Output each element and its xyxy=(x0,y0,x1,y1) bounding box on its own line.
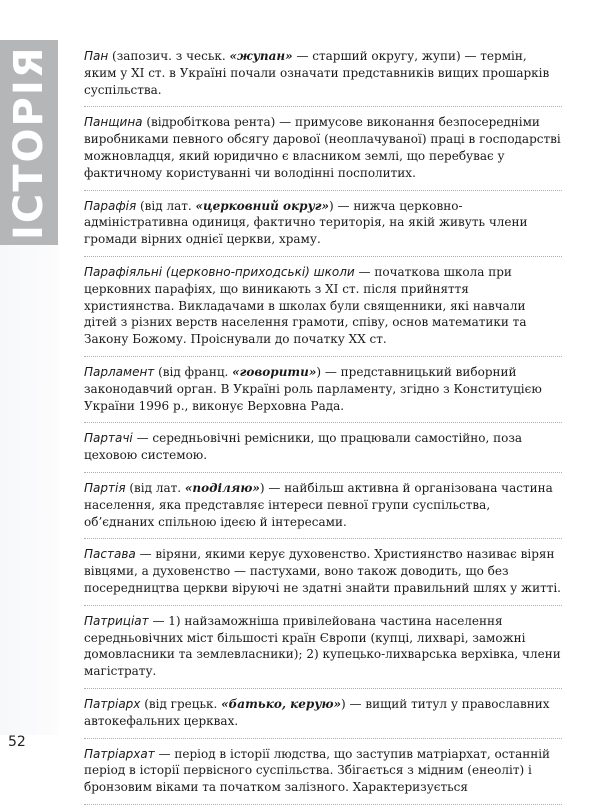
glossary-term: Партія xyxy=(84,480,126,495)
entry-text: — віряни, якими керує духовенство. Християнство називає вірян вівцями, а духовенство — пастухами, воно також доводить, що без посередництва церкви віруючі не здатні знайти правильний шлях у житті. xyxy=(84,547,561,595)
entry-text: (запозич. з чеськ. xyxy=(108,49,230,63)
glossary-entry xyxy=(84,198,562,250)
glossary-entry xyxy=(84,364,562,416)
section-title: ІСТОРІЯ xyxy=(6,45,52,241)
entry-text: (від грецьк. xyxy=(140,696,222,711)
entry-text: — 1) найзаможніша привілейована частина населення середньовічних міст більшості країн Європи (купці, лихварі, заможні домовласники та землевласники); 2) купецько-лихварська верхівка, члени магістрату. xyxy=(84,613,561,679)
entry-gloss: «поділяю» xyxy=(184,480,260,495)
glossary-entry xyxy=(84,114,562,183)
entry-gloss: «церковний округ» xyxy=(195,198,330,213)
entry-text: — період в історії людства, що заступив матріархат, останній період в історії первісного суспільства. Збігається з мідним (енеоліт) і бронзовим віками та початком залізного. Характеризується xyxy=(84,746,551,795)
glossary-term: Пастава xyxy=(84,547,136,562)
entry-text: ) — представницький виборний законодавчий орган. В Україні роль парламенту, згідно з Конституцією України 1996 р., виконує Верховна Рада. xyxy=(84,364,542,413)
entry-text: ) — вищий титул у православних автокефальних церквах. xyxy=(84,696,550,728)
entry-text: — початкова школа при церковних парафіях, що виникають з XI ст. після прийняття християнства. Викладачами в школах були священники, які навчали дітей з різних верств населення грамоти, співу, основ математики та Закону Божому. Проіснували до початку XX ст. xyxy=(84,264,527,347)
glossary-entry xyxy=(84,264,562,350)
glossary-term: Панщина xyxy=(84,115,143,130)
margin-strip xyxy=(0,245,58,735)
glossary-entry xyxy=(84,480,562,532)
entry-text: (відробіткова рента) — примусове виконання безпосередніми виробниками певного обсягу дарової (неоплачуваної) праці в господарстві можновладця, який юридично є власником землі, що перебуває у фактичному користуванні чи володінні посполитих. xyxy=(84,115,561,180)
entry-gloss: «говорити» xyxy=(232,364,317,379)
entry-gloss: «жупан» xyxy=(229,49,293,63)
entry-text: (від лат. xyxy=(136,198,196,213)
glossary-entry xyxy=(84,613,562,682)
entry-text: ) — нижча церковно-адміністративна одиниця, фактично територія, на якій живуть члени громади вірних однієї церкви, храму. xyxy=(84,198,528,247)
entry-text: (від франц. xyxy=(154,364,233,379)
glossary-term: Патріарх xyxy=(84,696,141,711)
entry-text: ) — найбільш активна й організована частина населення, яка представляє інтереси певної групи суспільства, об’єднаних спільною ідеєю й інтересами. xyxy=(84,480,553,529)
glossary-term: Патриціат xyxy=(84,613,149,628)
glossary-entry xyxy=(84,696,562,732)
entry-text: — середньовічні ремісники, що працювали самостійно, поза цеховою системою. xyxy=(84,431,523,463)
entry-text: (від лат. xyxy=(125,480,185,495)
glossary-term: Парафіяльні (церковно-приходські) школи xyxy=(84,264,355,279)
page-number: 52 xyxy=(8,734,26,750)
glossary-entry xyxy=(84,546,562,598)
glossary-term: Парафія xyxy=(84,198,137,213)
glossary-entry xyxy=(84,48,562,100)
glossary-entry xyxy=(84,430,562,466)
glossary-list xyxy=(84,48,562,812)
glossary-entry xyxy=(84,746,562,798)
entry-gloss: «батько, керую» xyxy=(221,696,342,711)
glossary-term: Пан xyxy=(84,49,109,63)
glossary-term: Партачі xyxy=(84,431,133,446)
entry-text: — старший округу, жупи) — термін, яким у XI ст. в Україні почали означати представників вищих прошарків суспільства. xyxy=(84,49,550,97)
glossary-term: Патріархат xyxy=(84,746,155,761)
glossary-term: Парламент xyxy=(84,364,155,379)
